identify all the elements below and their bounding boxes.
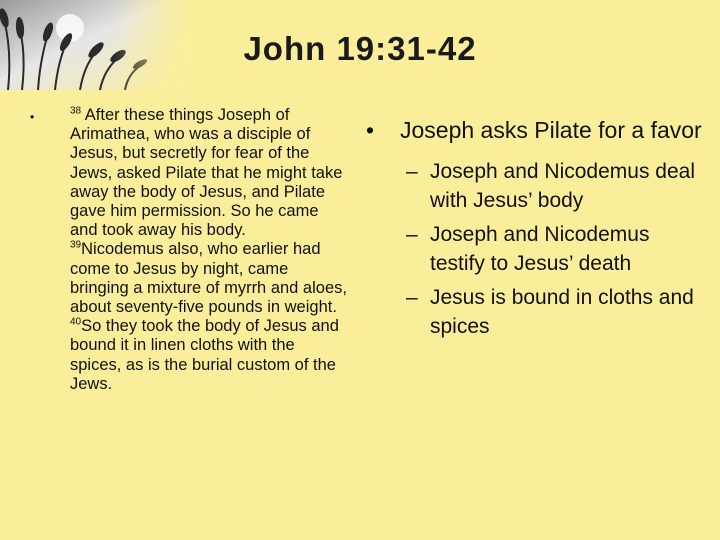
sub-point [406,157,707,215]
main-point-text: Joseph asks Pilate for a favor [400,117,702,143]
dash: – [406,286,418,309]
slide-title: John 19:31-42 [243,30,477,67]
main-point [362,116,707,145]
sub-point-text: Jesus is bound in cloths and spices [430,286,694,338]
passage-bullet: • [30,110,35,124]
verse-number: 40 [70,316,82,328]
bullet: • [366,117,375,143]
verse-number: 39 [70,239,82,251]
verse-text: So they took the body of Jesus and bound it in linen cloths with the spices, as is the burial custom of the Jews. [70,317,339,393]
sub-point-text: Joseph and Nicodemus deal with Jesus’ body [430,160,696,212]
dash: – [406,160,418,183]
scripture-passage [70,106,350,394]
sub-point-list [362,157,707,341]
dash: – [406,223,418,246]
verse-text: Nicodemus also, who earlier had come to Jesus by night, came bringing a mixture of myrrh and aloes, about seventy-five pounds in weight. [70,240,347,317]
verse-text: After these things Joseph of Arimathea, who was a disciple of Jesus, but secretly for fear of the Jews, asked Pilate that he might take away the body of Jesus, and Pilate gave him permission. So he came and took away his body. [70,106,343,240]
verse-number: 38 [70,105,82,117]
sub-point [406,283,707,341]
summary-points [362,116,707,346]
sub-point-text: Joseph and Nicodemus testify to Jesus’ death [430,223,650,275]
sub-point [406,220,707,278]
